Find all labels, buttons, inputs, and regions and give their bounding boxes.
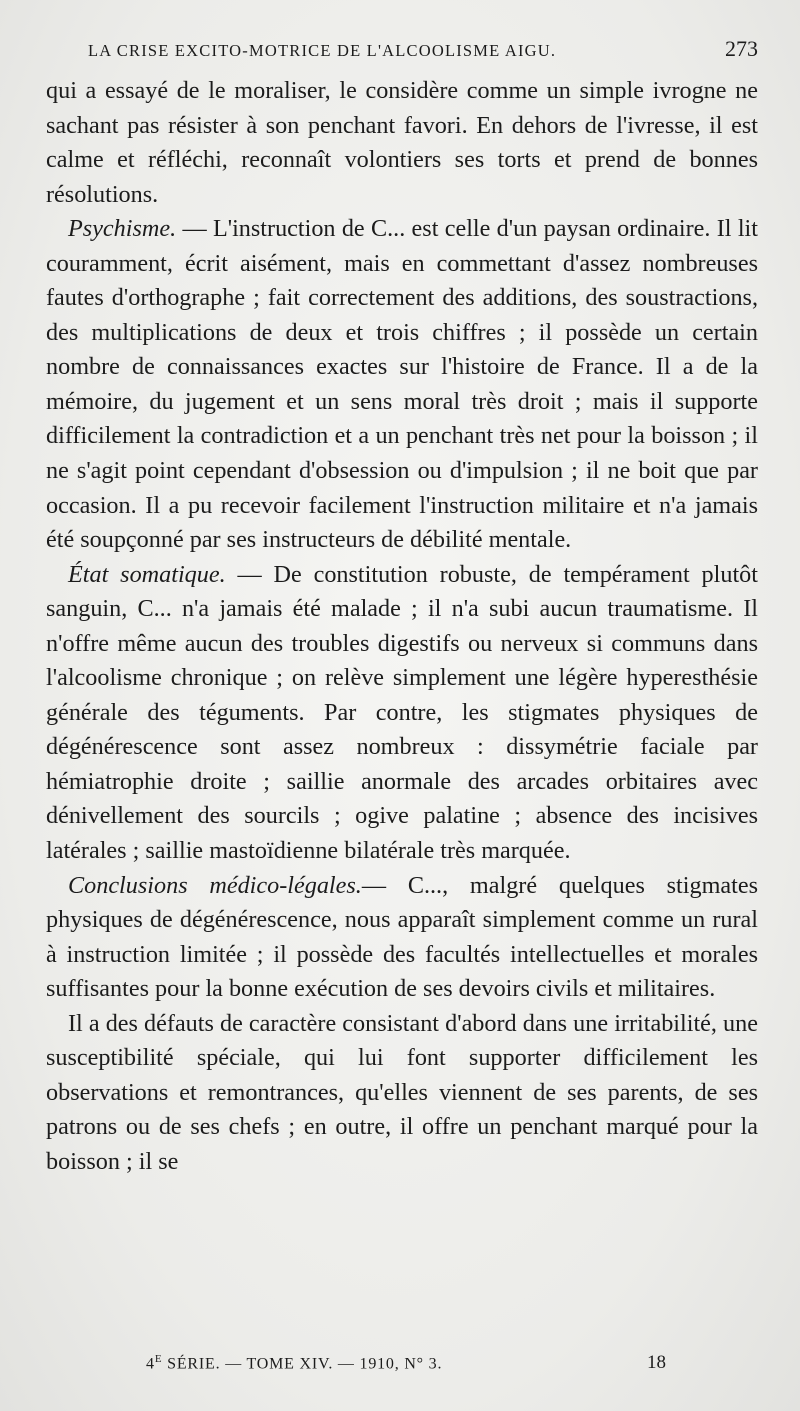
paragraph-text: — C..., malgré quelques stigmates physiques de dégénérescence, nous apparaît simplement comme un rural à instruction limitée ; il possède des facultés intellectuelles et morales suffisantes pour la bonne exécution de ses devoirs civils et militaires. [46,871,759,1003]
paragraph-text: — De constitution robuste, de tempérament plutôt sanguin, C... n'a jamais été malade ; il n'a subi aucun traumatisme. Il n'offre même aucun des troubles digestifs ou nerveux si communs dans l'alcoolisme chronique ; on relève simplement une légère hyperesthésie générale des téguments. Par contre, les stigmates physiques de dégénérescence sont assez nombreux : dissymétrie faciale par hémiatrophie droite ; saillie anormale des arcades orbitaires avec dénivellement des sourcils ; ogive palatine ; absence des incisives latérales ; saillie mastoïdienne bilatérale très marquée. [46,560,758,865]
paragraph-text: qui a essayé de le moraliser, le considère comme un simple ivrogne ne sachant pas résister à son penchant favori. En dehors de l'ivresse, il est calme et réfléchi, reconnaît volontiers ses torts et prend de bonnes résolutions. [46,77,758,208]
series-rest: SÉRIE. — TOME XIV. — 1910, N° 3. [162,1355,443,1372]
paragraph-defauts [46,1007,758,1180]
series-ordinal: 4 [146,1355,155,1372]
signature-mark: 18 [647,1352,666,1373]
paragraph-text: Il a des défauts de caractère consistant d'abord dans une irritabilité, une susceptibilité spéciale, qui lui font supporter difficilement les observations et remontrances, qu'elles viennent de ses parents, de ses patrons ou de ses chefs ; en outre, il offre un penchant marqué pour la boisson ; il se [46,1009,758,1175]
paragraph-psychisme [46,212,758,557]
paragraph-lead: État somatique. [68,560,226,588]
running-title: LA CRISE EXCITO-MOTRICE DE L'ALCOOLISME AIGU. [88,41,557,60]
paragraph-text: — L'instruction de C... est celle d'un paysan ordinaire. Il lit couramment, écrit aisément, mais en commettant d'assez nombreuses fautes d'orthographe ; fait correctement des additions, des soustractions, des multiplications de deux et trois chiffres ; il possède un certain nombre de connaissances exactes sur l'histoire de France. Il a de la mémoire, du jugement et un sens moral très droit ; mais il supporte difficilement la contradiction et a un penchant très net pour la boisson ; il ne s'agit point cependant d'obsession ou d'impulsion ; il ne boit que par occasion. Il a pu recevoir facilement l'instruction militaire et n'a jamais été soupçonné par ses instructeurs de débilité mentale. [46,215,758,554]
paragraph-conclusions [46,869,758,1007]
paragraph-etat-somatique [46,558,758,869]
series-superscript: E [154,1352,163,1365]
paragraph-lead: Conclusions médico-légales. [68,871,362,899]
page-number: 273 [725,36,758,61]
page-footer [146,1352,666,1374]
series-info [146,1353,442,1373]
paragraph-lead: Psychisme. [68,215,177,243]
body-text [46,74,758,1180]
paragraph-intro [46,74,758,212]
running-header [88,36,758,64]
